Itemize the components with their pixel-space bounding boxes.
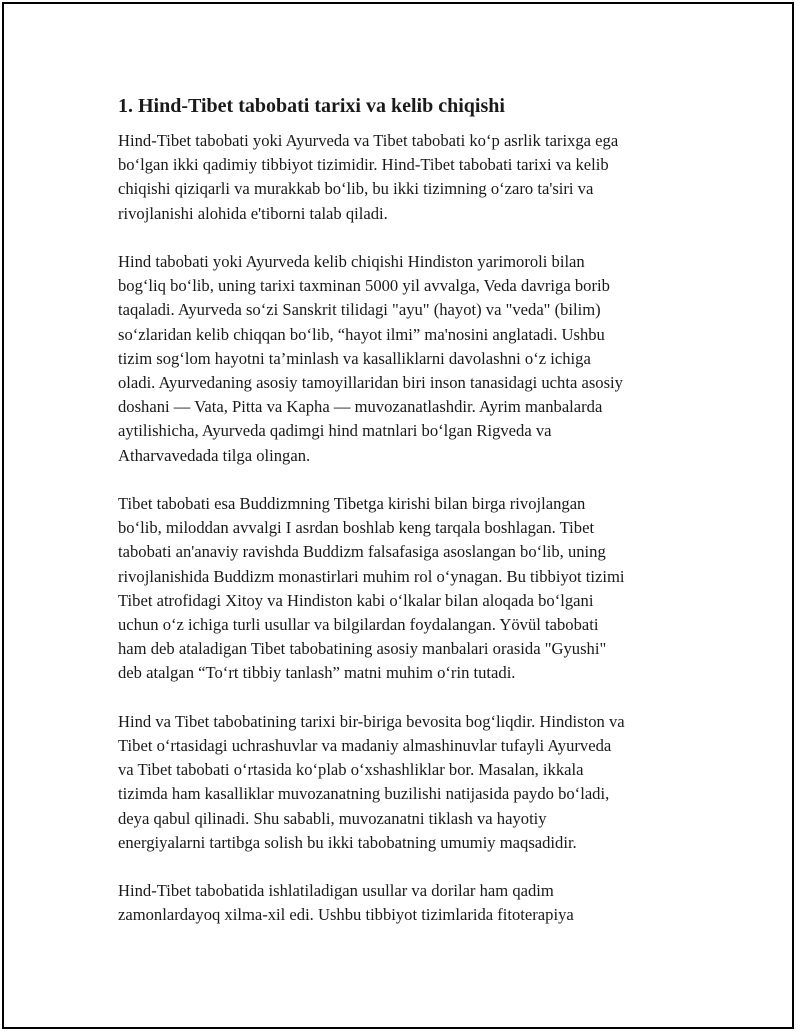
paragraph-line: aytilishicha, Ayurveda qadimgi hind matnlari bo‘lgan Rigveda va — [118, 421, 552, 441]
paragraph-line: oladi. Ayurvedaning asosiy tamoyillaridan biri inson tanasidagi uchta asosiy — [118, 373, 623, 393]
paragraph-line: Hind-Tibet tabobati yoki Ayurveda va Tibet tabobati ko‘p asrlik tarixga ega — [118, 131, 619, 150]
paragraph-line: ham deb ataladigan Tibet tabobatining asosiy manbalari orasida "Gyushi" — [118, 639, 607, 659]
paragraph-line: bog‘liq bo‘lib, uning tarixi taxminan 5000 yil avvalga, Veda davriga borib — [118, 276, 610, 296]
paragraph-line: deya qabul qilinadi. Shu sababli, muvozanatni tiklash va hayotiy — [118, 808, 547, 828]
paragraph-line: tabobati an'anaviy ravishda Buddizm falsafasiga asoslangan bo‘lib, uning — [118, 542, 606, 562]
section-heading: 1. Hind-Tibet tabobati tarixi va kelib chiqishi — [118, 95, 505, 117]
paragraph-line: tizimda ham kasalliklar muvozanatning buzilishi natijasida paydo bo‘ladi, — [118, 784, 610, 804]
paragraph-line: Atharvavedada tilga olingan. — [118, 445, 311, 465]
paragraph-line: Hind va Tibet tabobatining tarixi bir-biriga bevosita bog‘liqdir. Hindiston va — [118, 711, 625, 731]
paragraph-1 — [118, 129, 698, 226]
paragraph-line: uchun o‘z ichiga turli usullar va bilgilardan foydalangan. Yövül tabobati — [118, 615, 599, 635]
paragraph-4 — [118, 710, 698, 855]
paragraph-line: doshani — Vata, Pitta va Kapha — muvozanatlashdir. Ayrim manbalarda — [118, 397, 603, 417]
paragraph-line: Tibet o‘rtasidagi uchrashuvlar va madaniy almashinuvlar tufayli Ayurveda — [118, 736, 612, 756]
paragraph-line: Hind-Tibet tabobatida ishlatiladigan usullar va dorilar ham qadim — [118, 881, 554, 901]
paragraph-line: bo‘lib, miloddan avvalgi I asrdan boshlab keng tarqala boshlagan. Tibet — [118, 518, 595, 538]
paragraph-line: rivojlanishida Buddizm monastirlari muhim rol o‘ynagan. Bu tibbiyot tizimi — [118, 566, 625, 586]
paragraph-line: Tibet tabobati esa Buddizmning Tibetga kirishi bilan birga rivojlangan — [118, 494, 586, 514]
paragraph-line: Tibet atrofidagi Xitoy va Hindiston kabi o‘lkalar bilan aloqada bo‘lgani — [118, 590, 594, 610]
paragraph-line: tizim sog‘lom hayotni ta’minlash va kasalliklarni davolashni o‘z ichiga — [118, 348, 591, 368]
paragraph-line: rivojlanishi alohida e'tiborni talab qiladi. — [118, 203, 388, 223]
paragraph-line: Hind tabobati yoki Ayurveda kelib chiqishi Hindiston yarimoroli bilan — [118, 252, 585, 271]
paragraph-line: energiyalarni tartibga solish bu ikki tabobatning umumiy maqsadidir. — [118, 832, 577, 852]
paragraph-3 — [118, 492, 698, 686]
paragraph-line: deb atalgan “To‘rt tibbiy tanlash” matni muhim o‘rin tutadi. — [118, 663, 516, 683]
paragraph-line: chiqishi qiziqarli va murakkab bo‘lib, bu ikki tizimning o‘zaro ta'siri va — [118, 179, 594, 199]
paragraph-2 — [118, 250, 698, 468]
paragraph-line: bo‘lgan ikki qadimiy tibbiyot tizimidir. Hind-Tibet tabobati tarixi va kelib — [118, 155, 609, 175]
paragraph-line: taqaladi. Ayurveda so‘zi Sanskrit tilidagi "ayu" (hayot) va "veda" (bilim) — [118, 300, 601, 320]
paragraph-5 — [118, 879, 698, 927]
paragraph-line: so‘zlaridan kelib chiqqan bo‘lib, “hayot ilmi” ma'nosini anglatadi. Ushbu — [118, 324, 605, 344]
paragraph-line: zamonlardayoq xilma-xil edi. Ushbu tibbiyot tizimlarida fitoterapiya — [118, 905, 574, 925]
paragraph-line: va Tibet tabobati o‘rtasida ko‘plab o‘xshashliklar bor. Masalan, ikkala — [118, 760, 584, 780]
document-body — [118, 93, 698, 952]
